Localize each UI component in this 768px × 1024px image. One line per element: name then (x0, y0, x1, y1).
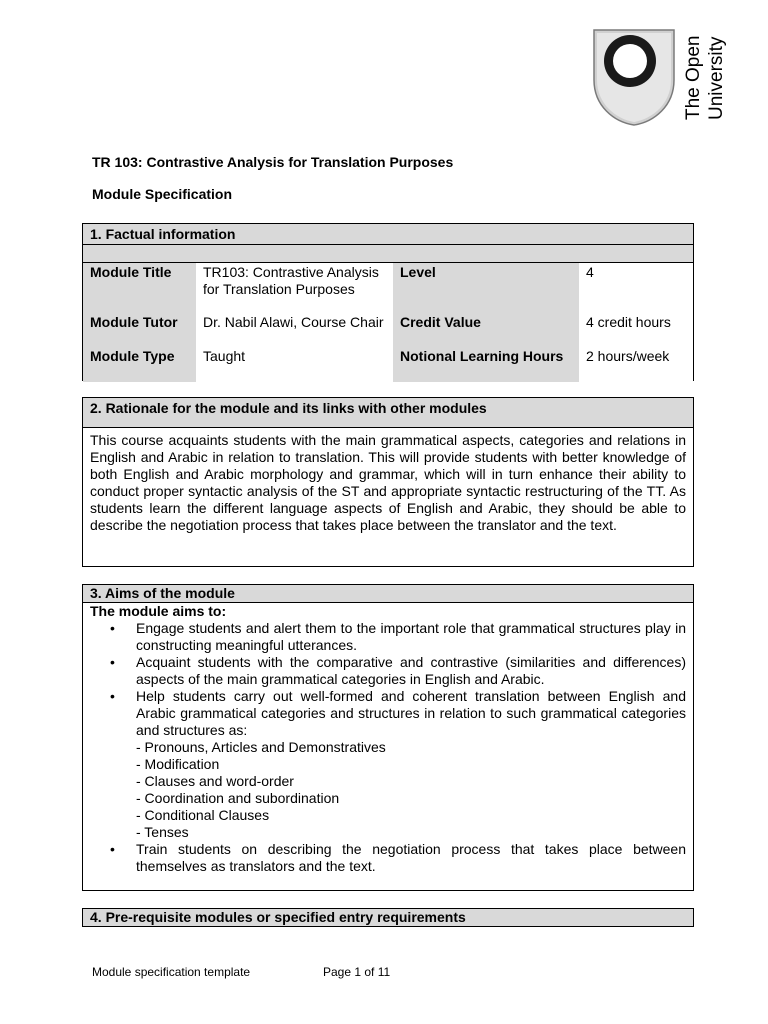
aim-item: • Train students on describing the negotiation process that takes place between themselves as translators and the text. (136, 841, 686, 875)
section-2-heading: 2. Rationale for the module and its links with other modules (83, 398, 693, 428)
aim-item: • Engage students and alert them to the important role that grammatical structures play in constructing meaningful utterances. (136, 620, 686, 654)
footer-template-name: Module specification template (92, 965, 251, 979)
aims-intro: The module aims to: (90, 603, 227, 619)
aim-item: • Acquaint students with the comparative and contrastive (similarities and differences) aspects of the main grammatical categories in English and Arabic. (136, 654, 686, 688)
aim-sub-item: - Clauses and word-order (136, 773, 294, 789)
rationale-text: This course acquaints students with the main grammatical aspects, categories and relations in English and Arabic in relation to translation. This will provide students with better knowledge of both English and Arabic morphology and grammar, which will in turn enhance their ability to conduct proper syntactic analysis of the ST and appropriate syntactic restructuring of the TT. As students learn the different language aspects of English and Arabic, they should be able to describe the negotiation process that takes place between the translator and the text. (90, 432, 686, 533)
module-type-value: Taught (196, 347, 393, 382)
rationale-section (82, 397, 694, 567)
factual-information-table (82, 223, 694, 381)
credit-value-label: Credit Value (393, 313, 579, 347)
module-type-label: Module Type (83, 347, 196, 382)
university-wordmark: The Open University (683, 35, 727, 120)
section-1-spacer-row (83, 245, 693, 263)
section-4-heading: 4. Pre-requisite modules or specified entry requirements (90, 909, 466, 925)
aim-item: • Help students carry out well-formed and coherent translation between English and Arabic grammatical categories and structures in relation to such grammatical categories and structures as: - Pronouns, Articles and Demonstratives - Modification - Clauses and word-order - Coordination and subordination - Conditional Clauses - Tenses (136, 688, 686, 841)
module-title-value: TR103: Contrastive Analysis for Translation Purposes (196, 263, 393, 313)
aim-sub-item: - Conditional Clauses (136, 807, 270, 823)
learning-hours-label: Notional Learning Hours (393, 347, 579, 382)
prerequisites-section (82, 908, 694, 927)
module-tutor-label: Module Tutor (83, 313, 196, 347)
footer-page-number: Page 1 of 11 (323, 965, 391, 979)
aim-sub-item: - Pronouns, Articles and Demonstratives (136, 739, 386, 755)
section-3-heading: 3. Aims of the module (83, 585, 693, 603)
open-university-shield-logo (588, 26, 680, 128)
aims-list (90, 620, 686, 875)
module-title-label: Module Title (83, 263, 196, 313)
module-tutor-value: Dr. Nabil Alawi, Course Chair (196, 313, 393, 347)
document-title: TR 103: Contrastive Analysis for Translation Purposes (92, 154, 454, 170)
level-label: Level (393, 263, 579, 313)
credit-value-value: 4 credit hours (579, 313, 693, 347)
learning-hours-value: 2 hours/week (579, 347, 693, 382)
aim-sub-item: - Coordination and subordination (136, 790, 340, 806)
aims-section (82, 584, 694, 891)
aim-sub-item: - Tenses (136, 824, 189, 840)
document-subtitle: Module Specification (92, 186, 233, 202)
aim-sub-item: - Modification (136, 756, 220, 772)
section-1-heading: 1. Factual information (83, 224, 693, 245)
level-value: 4 (579, 263, 693, 313)
